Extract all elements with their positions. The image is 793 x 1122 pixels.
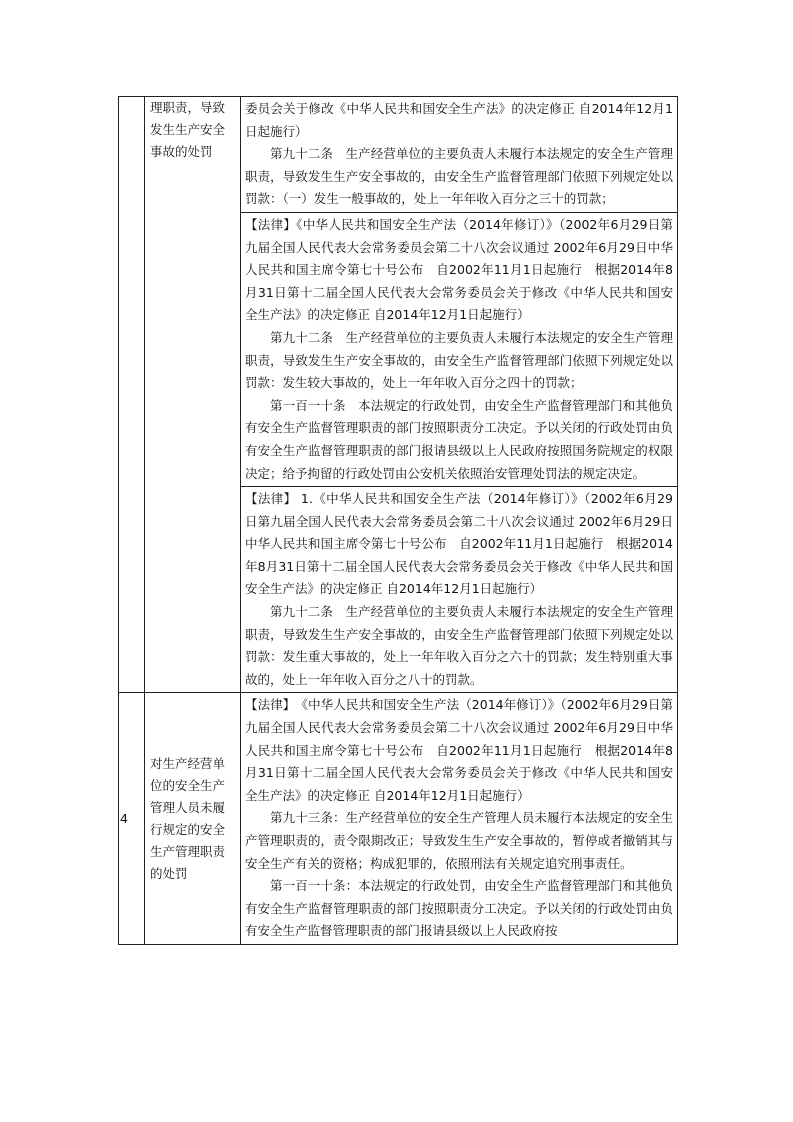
legal-paragraph: 第一百一十条：本法规定的行政处罚，由安全生产监督管理部门和其他负有安全生产监督管理职责的部门按照职责分工决定。予以关闭的行政处罚由负有安全生产监督管理职责的部门报请县级以上人民政府按 <box>245 878 673 939</box>
penalty-name-cell <box>145 693 241 945</box>
legal-basis-cell <box>241 487 678 693</box>
legal-basis-text <box>241 97 677 212</box>
penalty-name-cell <box>145 97 241 693</box>
penalty-name: 对生产经营单位的安全生产管理人员未履行规定的安全生产管理职责的处罚 <box>150 755 226 881</box>
table-row <box>119 97 678 213</box>
penalty-name: 理职责，导致发生生产安全事故的处罚 <box>150 100 226 159</box>
legal-paragraph: 第九十二条 生产经营单位的主要负责人未履行本法规定的安全生产管理职责，导致发生生产安全事故的，由安全生产监督管理部门依照下列规定处以罚款：（一）发生一般事故的，处上一年年收入百分之三十的罚款； <box>245 146 673 207</box>
legal-paragraph: 第一百一十条 本法规定的行政处罚，由安全生产监督管理部门和其他负有安全生产监督管理职责的部门按照职责分工决定。予以关闭的行政处罚由负有安全生产监督管理职责的部门报请县级以上人民政府按照国务院规定的权限决定；给予拘留的行政处罚由公安机关依照治安管理处罚法的规定决定。 <box>245 397 673 481</box>
legal-paragraph: 委员会关于修改《中华人民共和国安全生产法》的决定修正 自2014年12月1日起施行） <box>245 101 673 139</box>
table-row <box>119 693 678 945</box>
legal-basis-text <box>241 693 677 944</box>
legal-paragraph: 第九十三条：生产经营单位的安全生产管理人员未履行本法规定的安全生产管理职责的，责令限期改正；导致发生生产安全事故的，暂停或者撤销其与安全生产有关的资格；构成犯罪的，依照刑法有关规定追究刑事责任。 <box>245 810 673 871</box>
legal-basis-cell <box>241 97 678 213</box>
legal-paragraph: 【法律】 1.《中华人民共和国安全生产法（2014年修订）》（2002年6月29日第九届全国人民代表大会常务委员会第二十八次会议通过 2002年6月29日中华人民共和国主席令第七十号公布 自2002年11月1日起施行 根据2014年8月31日第十二届全国人民代表大会常务委员会关于修改《中华人民共和国安全生产法》的决定修正 自2014年12月1日起施行） <box>245 491 673 597</box>
legal-paragraph: 【法律】 《中华人民共和国安全生产法（2014年修订）》（2002年6月29日第九届全国人民代表大会常务委员会第二十八次会议通过 2002年6月29日中华人民共和国主席令第七十号公布 自2002年11月1日起施行 根据2014年8月31日第十二届全国人民代表大会常务委员会关于修改《中华人民共和国安全生产法》的决定修正 自2014年12月1日起施行） <box>245 697 673 803</box>
legal-basis-cell <box>241 212 678 486</box>
penalty-table <box>118 96 678 945</box>
row-number-cell <box>119 97 145 693</box>
legal-paragraph: 第九十二条 生产经营单位的主要负责人未履行本法规定的安全生产管理职责，导致发生生产安全事故的，由安全生产监督管理部门依照下列规定处以罚款：发生较大事故的，处上一年年收入百分之四十的罚款； <box>245 329 673 391</box>
legal-basis-cell <box>241 693 678 945</box>
legal-basis-text <box>241 213 677 486</box>
legal-paragraph: 【法律】《中华人民共和国安全生产法（2014年修订）》（2002年6月29日第九届全国人民代表大会常务委员会第二十八次会议通过 2002年6月29日中华人民共和国主席令第七十号公布 自2002年11月1日起施行 根据2014年8月31日第十二届全国人民代表大会常务委员会关于修改《中华人民共和国安全生产法》的决定修正 自2014年12月1日起施行） <box>245 216 673 323</box>
legal-paragraph: 第九十二条 生产经营单位的主要负责人未履行本法规定的安全生产管理职责，导致发生生产安全事故的，由安全生产监督管理部门依照下列规定处以罚款：发生重大事故的，处上一年年收入百分之六十的罚款；发生特别重大事故的，处上一年年收入百分之八十的罚款。 <box>245 604 673 687</box>
row-number-cell: 4 <box>119 693 145 945</box>
legal-basis-text <box>241 487 677 692</box>
